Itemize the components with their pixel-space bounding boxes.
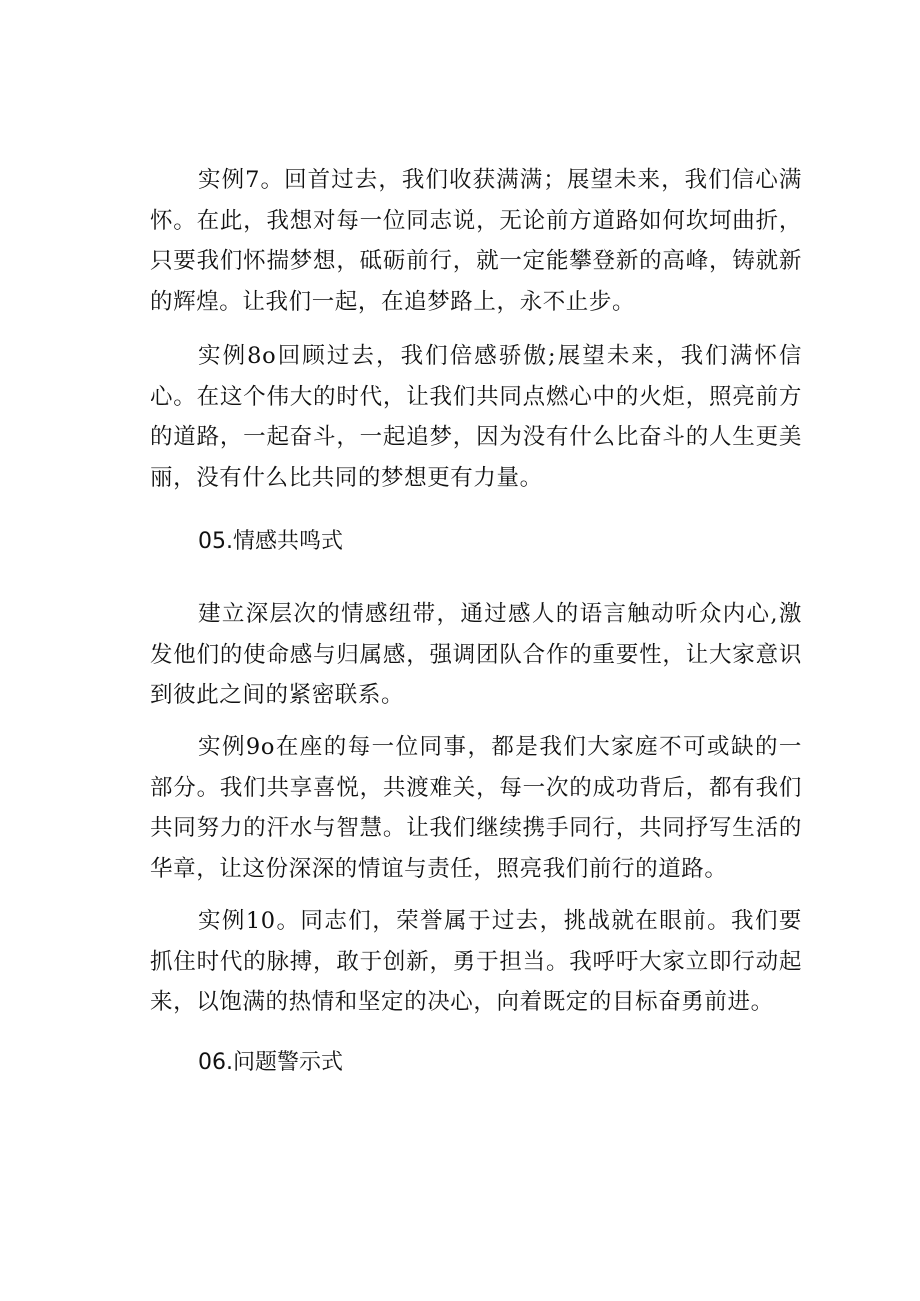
paragraph-example-9: 实例9o在座的每一位同事，都是我们大家庭不可或缺的一部分。我们共享喜悦，共渡难关，每一次的成功背后，都有我们共同努力的汗水与智慧。让我们继续携手同行，共同抒写生活的华章，让这份深深的情谊与责任，照亮我们前行的道路。 — [150, 734, 802, 882]
paragraph-example-10: 实例10。同志们，荣誉属于过去，挑战就在眼前。我们要抓住时代的脉搏，敢于创新，勇于担当。我呼吁大家立即行动起来，以饱满的热情和坚定的决心，向着既定的目标奋勇前进。 — [150, 908, 802, 1015]
section-heading-05: 05.情感共鸣式 — [198, 529, 343, 554]
paragraph-emotional-resonance-intro: 建立深层次的情感纽带，通过感人的语言触动听众内心,激发他们的使命感与归属感，强调团队合作的重要性，让大家意识到彼此之间的紧密联系。 — [150, 601, 802, 708]
paragraph-example-8: 实例8o回顾过去，我们倍感骄傲;展望未来，我们满怀信心。在这个伟大的时代，让我们共同点燃心中的火炬，照亮前方的道路，一起奋斗，一起追梦，因为没有什么比奋斗的人生更美丽，没有什么比共同的梦想更有力量。 — [150, 343, 802, 491]
paragraph-example-7: 实例7。回首过去，我们收获满满；展望未来，我们信心满怀。在此，我想对每一位同志说，无论前方道路如何坎坷曲折，只要我们怀揣梦想，砥砺前行，就一定能攀登新的高峰，铸就新的辉煌。让我们一起，在追梦路上，永不止步。 — [150, 167, 802, 315]
section-heading-06: 06.问题警示式 — [198, 1050, 343, 1075]
